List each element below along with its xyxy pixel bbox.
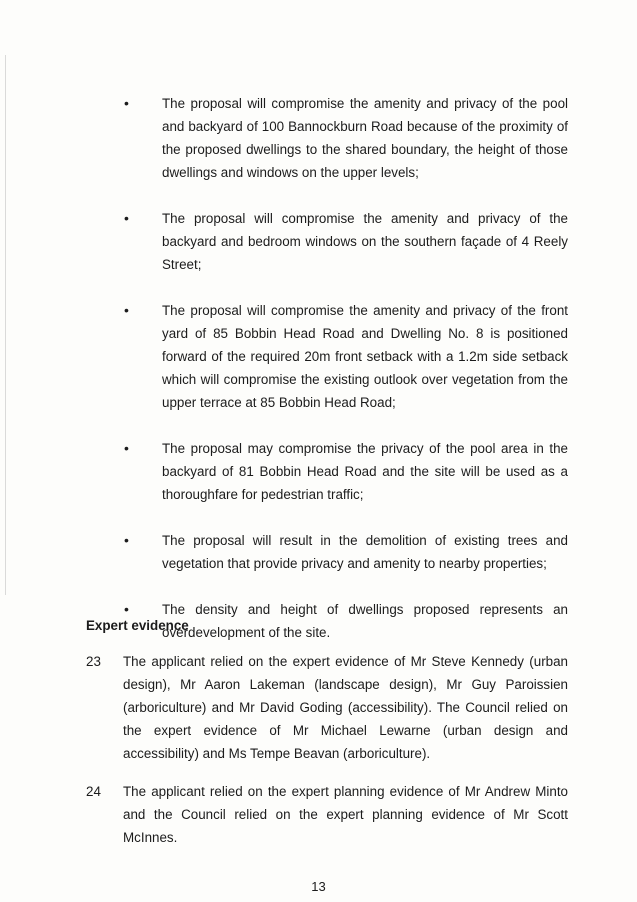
bullet-item xyxy=(0,299,637,414)
bullet-item xyxy=(0,529,637,575)
page-number: 13 xyxy=(311,879,326,894)
bullet-text: The proposal will result in the demolition of existing trees and vegetation that provide privacy and amenity to nearby properties; xyxy=(162,533,568,571)
paragraph-number: 24 xyxy=(86,784,101,799)
numbered-paragraph xyxy=(0,780,637,849)
bullet-text: The density and height of dwellings proposed represents an overdevelopment of the site. xyxy=(162,602,568,640)
bullet-marker: • xyxy=(124,601,129,617)
paragraph-text: The applicant relied on the expert planning evidence of Mr Andrew Minto and the Council relied on the expert planning evidence of Mr Scott McInnes. xyxy=(123,784,568,845)
bullet-text: The proposal will compromise the amenity and privacy of the backyard and bedroom windows on the southern façade of 4 Reely Street; xyxy=(162,211,568,272)
bullet-marker: • xyxy=(124,95,129,111)
bullet-list xyxy=(0,92,637,667)
bullet-text: The proposal may compromise the privacy of the pool area in the backyard of 81 Bobbin Head Road and the site will be used as a thoroughfare for pedestrian traffic; xyxy=(162,441,568,502)
bullet-text: The proposal will compromise the amenity and privacy of the pool and backyard of 100 Bannockburn Road because of the proximity of the proposed dwellings to the shared boundary, the height of those dwellings and windows on the upper levels; xyxy=(162,96,568,180)
numbered-paragraph xyxy=(0,650,637,765)
bullet-marker: • xyxy=(124,302,129,318)
bullet-item xyxy=(0,437,637,506)
bullet-marker: • xyxy=(124,210,129,226)
bullet-item xyxy=(0,92,637,184)
bullet-marker: • xyxy=(124,532,129,548)
bullet-text: The proposal will compromise the amenity and privacy of the front yard of 85 Bobbin Head Road and Dwelling No. 8 is positioned forward of the required 20m front setback with a 1.2m side setback which will compromise the existing outlook over vegetation from the upper terrace at 85 Bobbin Head Road; xyxy=(162,303,568,410)
bullet-marker: • xyxy=(124,440,129,456)
paragraph-number: 23 xyxy=(86,654,101,669)
bullet-item xyxy=(0,207,637,276)
section-heading: Expert evidence xyxy=(86,618,189,633)
paragraph-text: The applicant relied on the expert evidence of Mr Steve Kennedy (urban design), Mr Aaron Lakeman (landscape design), Mr Guy Paroissien (arboriculture) and Mr David Goding (accessibility). The Council relied on the expert evidence of Mr Michael Lewarne (urban design and accessibility) and Ms Tempe Beavan (arboriculture). xyxy=(123,654,568,761)
